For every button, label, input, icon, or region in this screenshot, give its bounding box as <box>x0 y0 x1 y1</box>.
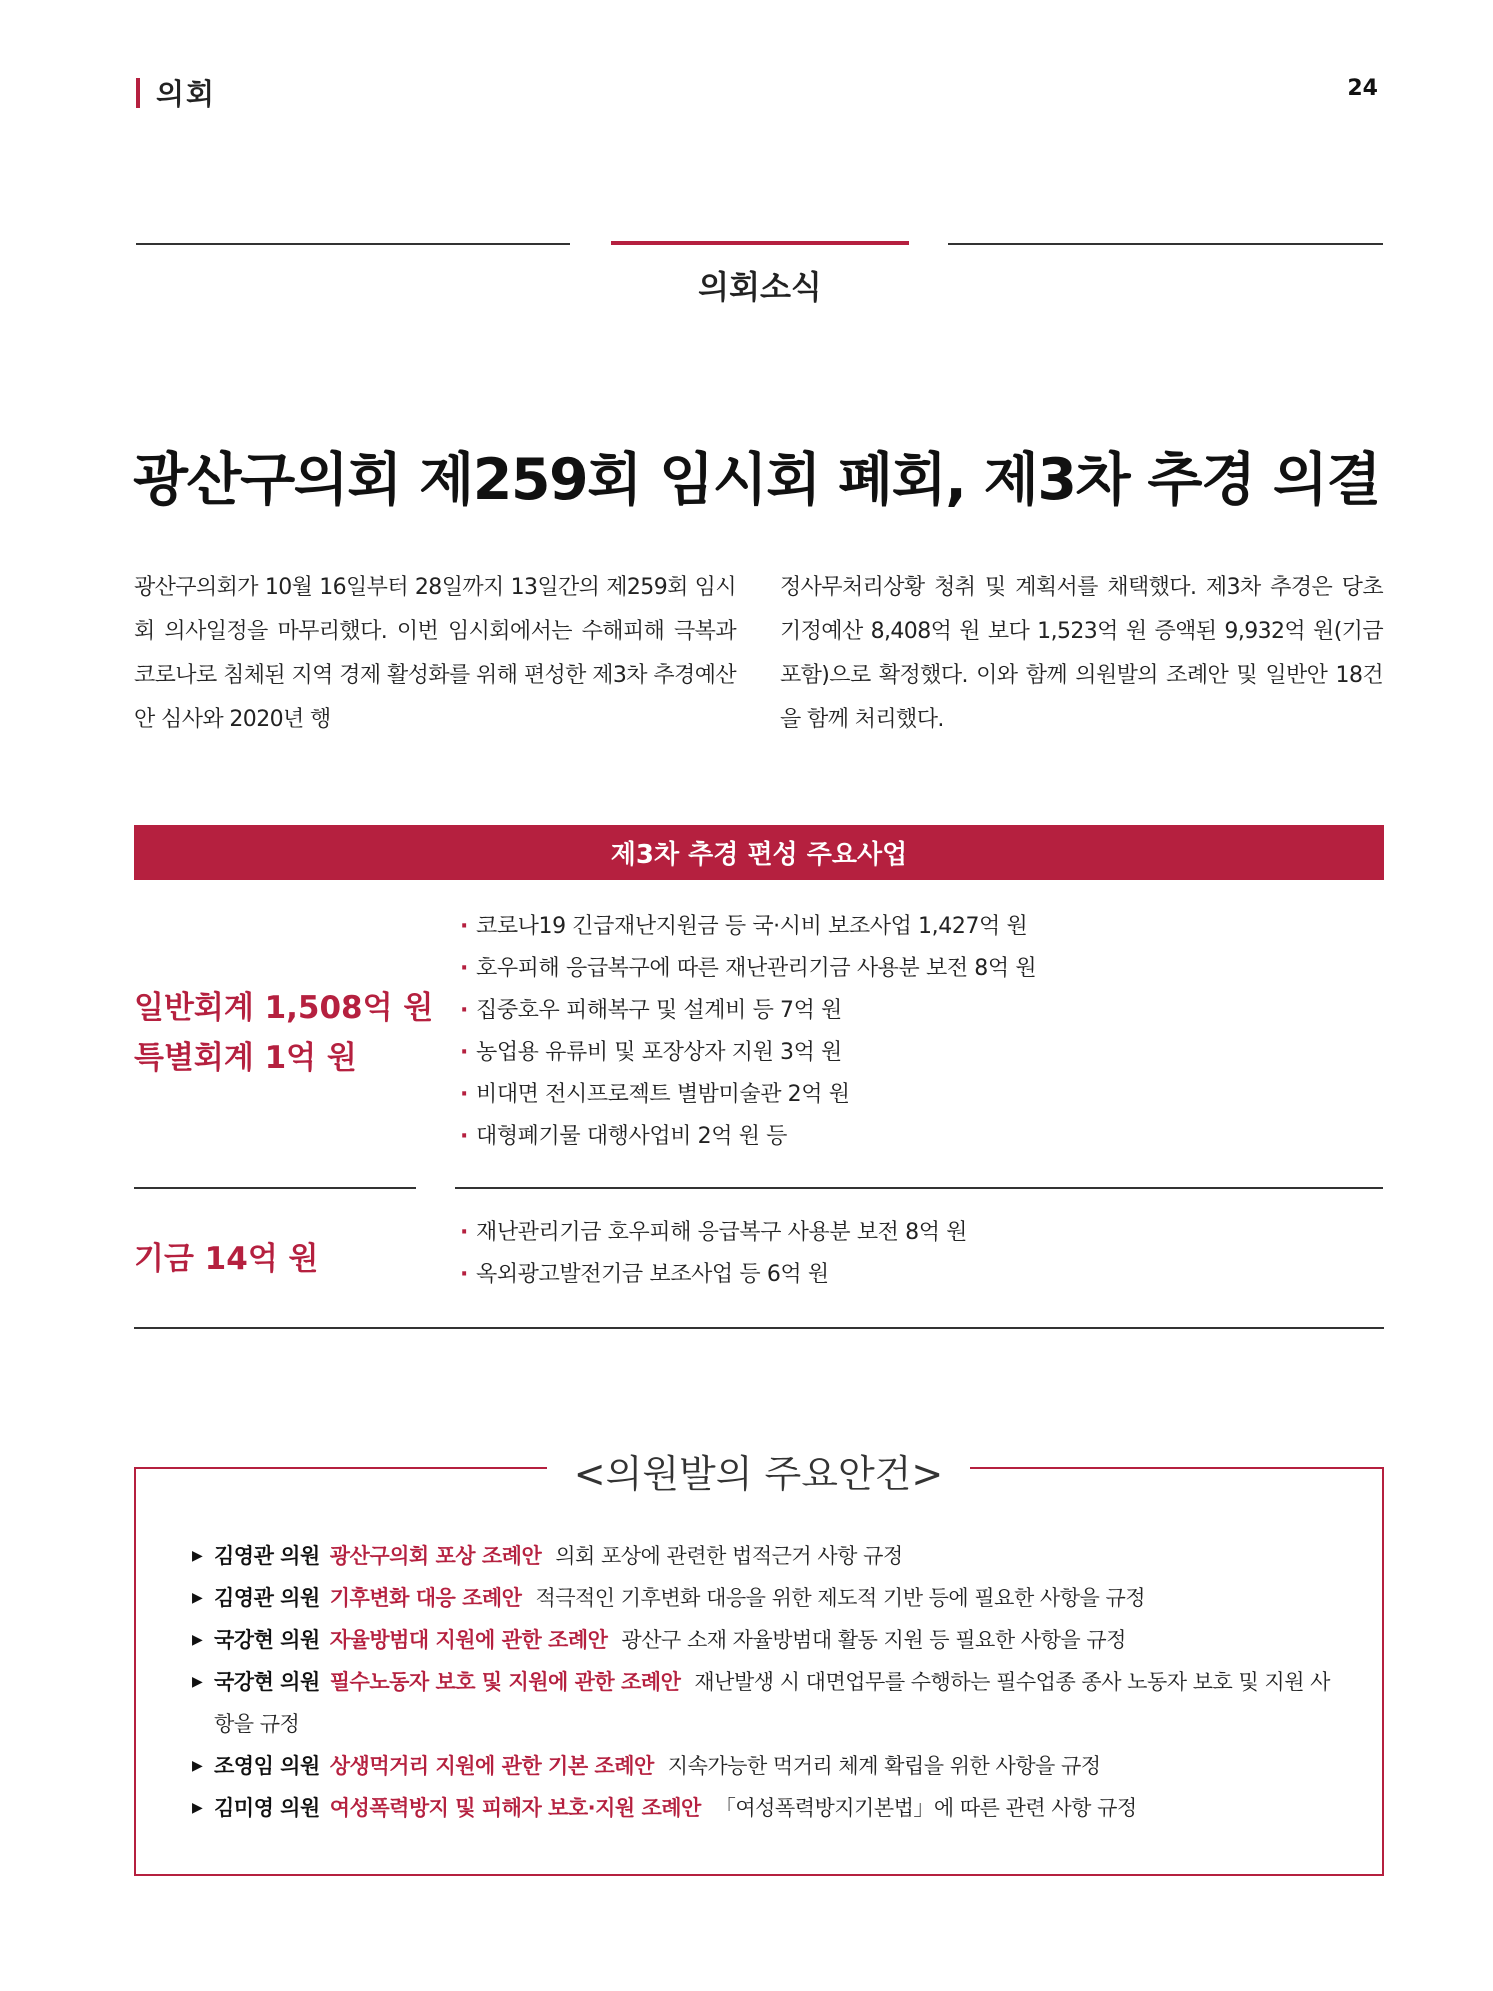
motion-description: 지속가능한 먹거리 체계 확립을 위한 사항을 규정 <box>667 1754 1101 1778</box>
motion-member: 김미영 의원 <box>214 1796 320 1820</box>
triangle-bullet-icon: ▶ <box>192 1758 203 1774</box>
budget-item: · 옥외광고발전기금 보조사업 등 6억 원 <box>460 1254 967 1296</box>
motion-description: 「여성폭력방지기본법」에 따른 관련 사항 규정 <box>714 1796 1137 1820</box>
motion-member: 국강현 의원 <box>214 1670 320 1694</box>
motion-ordinance: 기후변화 대응 조례안 <box>329 1586 522 1610</box>
motion-ordinance: 상생먹거리 지원에 관한 기본 조례안 <box>329 1754 654 1778</box>
triangle-bullet-icon: ▶ <box>192 1548 203 1564</box>
motion-item <box>192 1661 1342 1745</box>
motion-description: 재난발생 시 대면업무를 수행하는 필수업종 종사 노동자 보호 및 지원 사항을 규정 <box>214 1670 1330 1736</box>
section-label: 의회 <box>156 77 217 111</box>
motion-description: 적극적인 기후변화 대응을 위한 제도적 기반 등에 필요한 사항을 규정 <box>535 1586 1146 1610</box>
motions-box-title: <의원발의 주요안건> <box>573 1452 944 1496</box>
table-row-divider-right <box>455 1187 1383 1189</box>
budget-group-label: 기금 14억 원 <box>134 1241 319 1277</box>
budget-item: · 재난관리기금 호우피해 응급복구 사용분 보전 8억 원 <box>460 1212 967 1254</box>
news-section-title: 의회소식 <box>698 268 822 306</box>
table-bottom-rule <box>134 1327 1384 1329</box>
motion-item <box>192 1745 1342 1787</box>
motion-ordinance: 여성폭력방지 및 피해자 보호·지원 조례안 <box>329 1796 701 1820</box>
budget-table-title: 제3차 추경 편성 주요사업 <box>134 825 1384 880</box>
budget-group-label: 특별회계 1억 원 <box>134 1040 357 1076</box>
triangle-bullet-icon: ▶ <box>192 1590 203 1606</box>
divider-rule-right <box>948 243 1383 245</box>
budget-group-label: 일반회계 1,508억 원 <box>134 990 434 1026</box>
article-body-right: 정사무처리상황 청취 및 계획서를 채택했다. 제3차 추경은 당초 기정예산 8,408억 원 보다 1,523억 원 증액된 9,932억 원(기금 포함)으로 확정했다. 이와 함께 의원발의 조례안 및 일반안 18건을 함께 처리했다. <box>780 575 1383 732</box>
budget-item: · 농업용 유류비 및 포장상자 지원 3억 원 <box>460 1032 1036 1074</box>
budget-item-list <box>460 906 1036 1158</box>
table-row-divider-left <box>134 1187 416 1189</box>
running-header <box>136 72 216 113</box>
budget-item: · 집중호우 피해복구 및 설계비 등 7억 원 <box>460 990 1036 1032</box>
motion-member: 김영관 의원 <box>214 1544 320 1568</box>
motion-description: 광산구 소재 자율방범대 활동 지원 등 필요한 사항을 규정 <box>621 1628 1126 1652</box>
divider-rule-left <box>136 243 570 245</box>
motions-box-top-right <box>970 1467 1384 1469</box>
triangle-bullet-icon: ▶ <box>192 1632 203 1648</box>
divider-rule-accent <box>611 241 909 245</box>
motion-description: 의회 포상에 관련한 법적근거 사항 규정 <box>555 1544 903 1568</box>
motion-ordinance: 자율방범대 지원에 관한 조례안 <box>329 1628 608 1652</box>
header-accent-bar <box>136 78 140 108</box>
motion-member: 국강현 의원 <box>214 1628 320 1652</box>
budget-item: · 비대면 전시프로젝트 별밤미술관 2억 원 <box>460 1074 1036 1116</box>
motion-item <box>192 1535 1342 1577</box>
motion-ordinance: 광산구의회 포상 조례안 <box>329 1544 542 1568</box>
budget-item-list <box>460 1212 967 1296</box>
motions-box-top-left <box>134 1467 547 1469</box>
triangle-bullet-icon: ▶ <box>192 1800 203 1816</box>
budget-item: · 코로나19 긴급재난지원금 등 국·시비 보조사업 1,427억 원 <box>460 906 1036 948</box>
triangle-bullet-icon: ▶ <box>192 1674 203 1690</box>
motion-item <box>192 1577 1342 1619</box>
motion-item <box>192 1619 1342 1661</box>
motions-list <box>192 1535 1342 1829</box>
page-number: 24 <box>1347 76 1378 101</box>
budget-item: · 대형폐기물 대행사업비 2억 원 등 <box>460 1116 1036 1158</box>
motion-member: 조영임 의원 <box>214 1754 320 1778</box>
motion-ordinance: 필수노동자 보호 및 지원에 관한 조례안 <box>329 1670 681 1694</box>
article-body-left: 광산구의회가 10월 16일부터 28일까지 13일간의 제259회 임시회 의사일정을 마무리했다. 이번 임시회에서는 수해피해 극복과 코로나로 침체된 지역 경제 활성화를 위해 편성한 제3차 추경예산안 심사와 2020년 행 <box>134 575 736 732</box>
article-headline: 광산구의회 제259회 임시회 폐회, 제3차 추경 의결 <box>133 447 1380 513</box>
motion-member: 김영관 의원 <box>214 1586 320 1610</box>
motion-item <box>192 1787 1342 1829</box>
budget-item: · 호우피해 응급복구에 따른 재난관리기금 사용분 보전 8억 원 <box>460 948 1036 990</box>
